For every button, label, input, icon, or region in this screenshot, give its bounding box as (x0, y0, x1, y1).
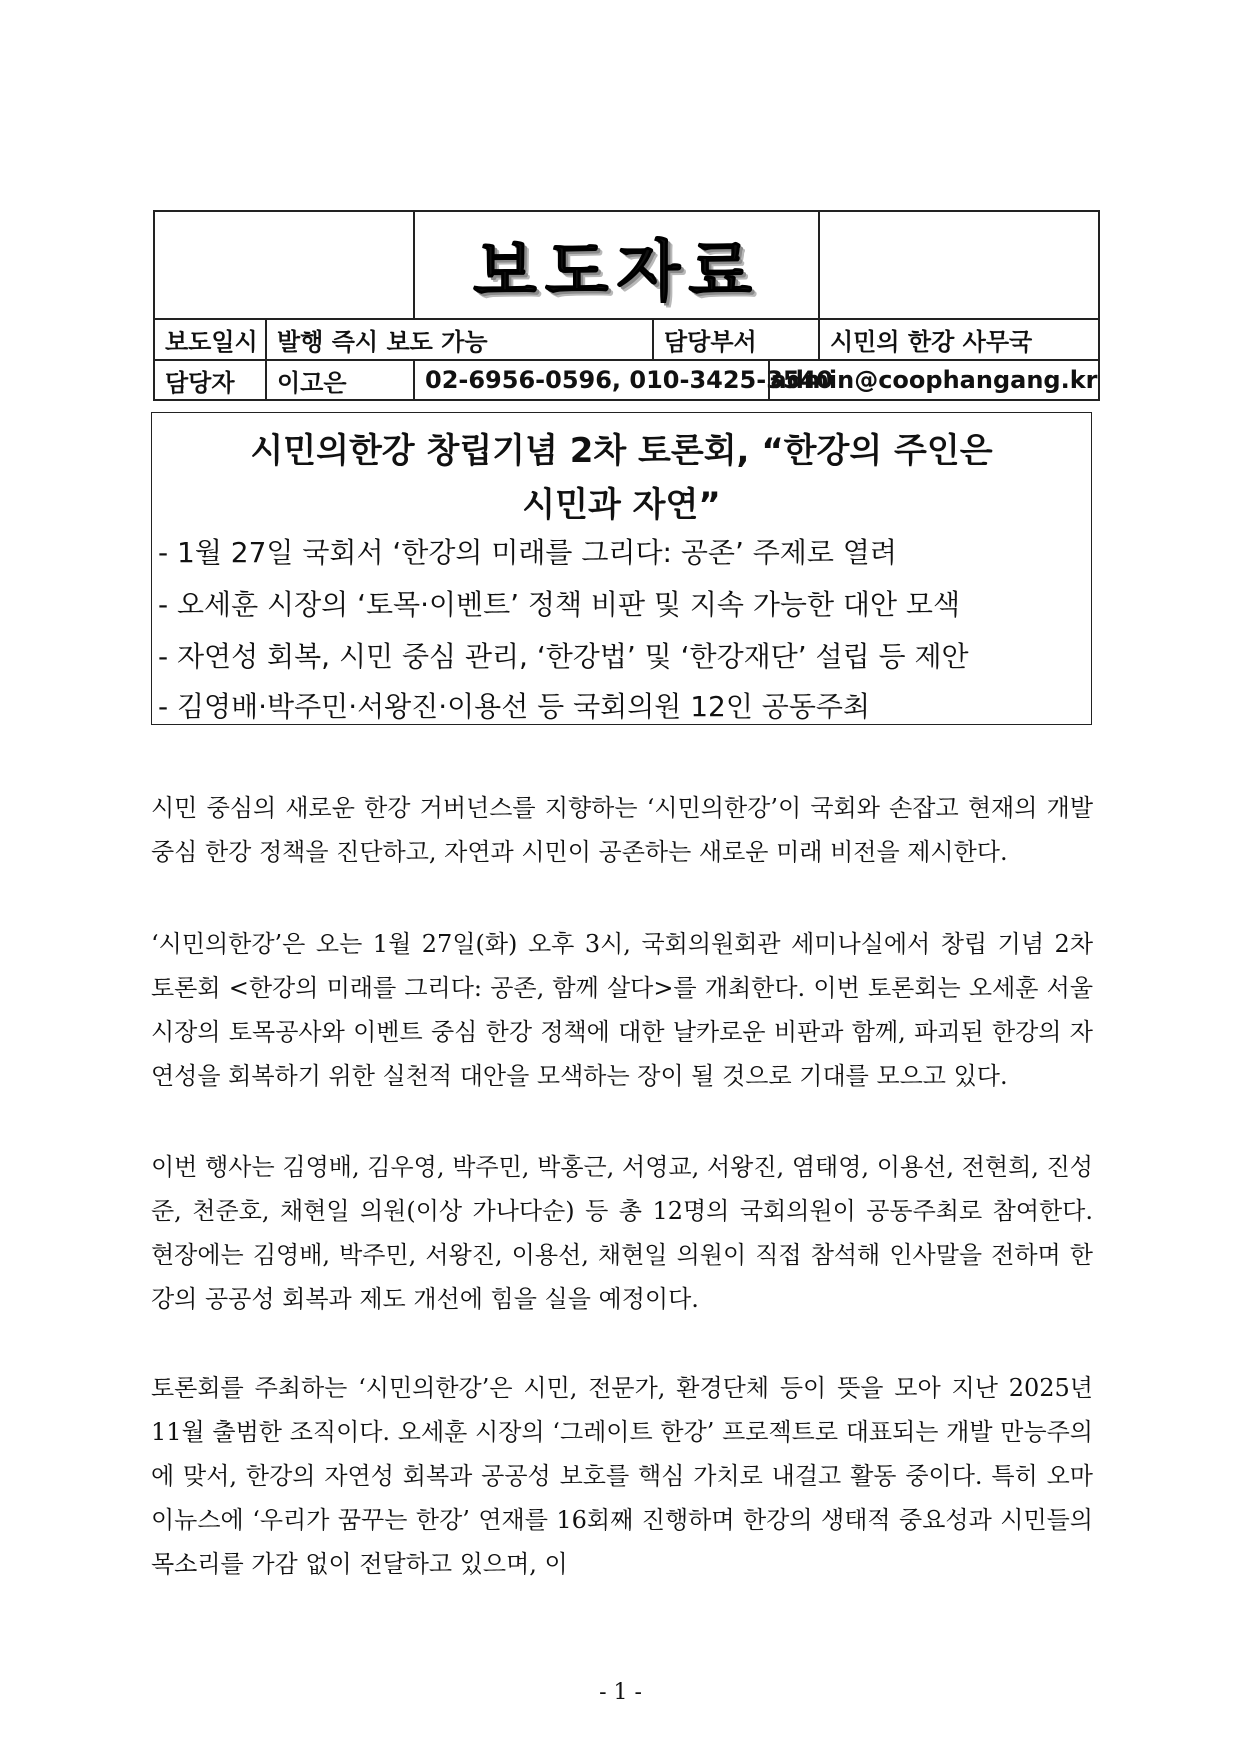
sub-headline-1: - 1월 27일 국회서 ‘한강의 미래를 그리다: 공존’ 주제로 열려 (158, 536, 897, 569)
release-label: 보도일시 (154, 319, 266, 360)
sub-headline-2: - 오세훈 시장의 ‘토목·이벤트’ 정책 비판 및 지속 가능한 대안 모색 (158, 588, 961, 621)
press-release-title: 보도자료 (472, 232, 761, 310)
release-value: 발행 즉시 보도 가능 (266, 319, 653, 360)
page-number: - 1 - (599, 1680, 642, 1705)
dept-value: 시민의 한강 사무국 (819, 319, 1099, 360)
headline-box (151, 412, 1092, 725)
body-paragraph-1: 시민 중심의 새로운 한강 거버넌스를 지향하는 ‘시민의한강’이 국회와 손잡고 현재의 개발 중심 한강 정책을 진단하고, 자연과 시민이 공존하는 새로운 미래 비전을 제시한다. (151, 794, 1093, 866)
body-paragraph-4: 토론회를 주최하는 ‘시민의한강’은 시민, 전문가, 환경단체 등이 뜻을 모아 지난 2025년 11월 출범한 조직이다. 오세훈 시장의 ‘그레이트 한강’ 프로젝트로 대표되는 개발 만능주의에 맞서, 한강의 자연성 회복과 공공성 보호를 핵심 가치로 내걸고 활동 중이다. 특히 오마이뉴스에 ‘우리가 꿈꾸는 한강’ 연재를 16회째 진행하며 한강의 생태적 중요성과 시민들의 목소리를 가감 없이 전달하고 있으며, 이 (151, 1374, 1093, 1578)
press-title-cell (414, 211, 819, 319)
headline-line-1: 시민의한강 창립기념 2차 토론회, “한강의 주인은 (250, 431, 993, 471)
contact-email[interactable]: admin@coophangang.kr (769, 360, 1099, 400)
header-blank-left (154, 211, 414, 319)
header-blank-right (819, 211, 1099, 319)
contact-phone: 02-6956-0596, 010-3425-3540 (414, 360, 769, 400)
body-paragraph-3: 이번 행사는 김영배, 김우영, 박주민, 박홍근, 서영교, 서왕진, 염태영, 이용선, 전현희, 진성준, 천준호, 채현일 의원(이상 가나다순) 등 총 12명의 국회의원이 공동주최로 참여한다. 현장에는 김영배, 박주민, 서왕진, 이용선, 채현일 의원이 직접 참석해 인사말을 전하며 한강의 공공성 회복과 제도 개선에 힘을 실을 예정이다. (151, 1153, 1093, 1313)
headline-line-2: 시민과 자연” (522, 485, 721, 525)
body-paragraph-2: ‘시민의한강’은 오는 1월 27일(화) 오후 3시, 국회의원회관 세미나실에서 창립 기념 2차 토론회 <한강의 미래를 그리다: 공존, 함께 살다>를 개최한다. 이번 토론회는 오세훈 서울시장의 토목공사와 이벤트 중심 한강 정책에 대한 날카로운 비판과 함께, 파괴된 한강의 자연성을 회복하기 위한 실천적 대안을 모색하는 장이 될 것으로 기대를 모으고 있다. (151, 930, 1093, 1090)
dept-label: 담당부서 (653, 319, 819, 360)
contact-label: 담당자 (154, 360, 266, 400)
contact-name: 이고은 (266, 360, 414, 400)
sub-headline-3: - 자연성 회복, 시민 중심 관리, ‘한강법’ 및 ‘한강재단’ 설립 등 제안 (158, 640, 969, 673)
sub-headline-4: - 김영배·박주민·서왕진·이용선 등 국회의원 12인 공동주최 (158, 690, 870, 723)
press-header-table (153, 210, 1100, 401)
